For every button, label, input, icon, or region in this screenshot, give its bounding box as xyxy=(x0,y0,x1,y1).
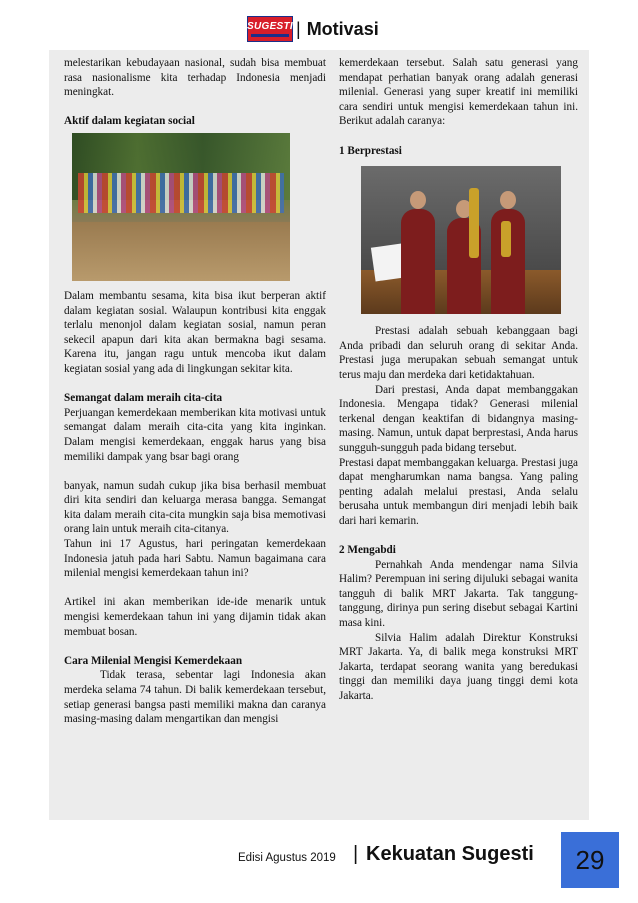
right-intro: kemerdekaan tersebut. Salah satu generasi yang mendapat perhatian banyak orang adalah generasi milenial. Generasi yang super kreatif ini memiliki cara sendiri untuk mengisi kemerdekaan tahun ini. Berikut adalah caranya: xyxy=(339,57,578,128)
para-cara: Tidak terasa, sebentar lagi Indonesia akan merdeka selama 74 tahun. Di balik kemerdekaan tersebut, setiap generasi bangsa pasti memiliki makna dan caranya masing-masing dalam mengartikan dan mengisi xyxy=(64,669,326,726)
page-number: 29 xyxy=(561,832,619,888)
para-banyak: banyak, namun sudah cukup jika bisa berhasil membuat diri kita sendiri dan keluarga merasa bangga. Semangat kita dalam meraih cita-cita mungkin saja bisa memotivasi orang lain untuk meraih cita-citanya. xyxy=(64,479,326,536)
header-separator: | xyxy=(296,19,301,39)
heading-social: Aktif dalam kegiatan social xyxy=(64,115,195,128)
page-header xyxy=(0,0,638,50)
right-column xyxy=(339,56,578,704)
achievement-photo xyxy=(361,166,561,314)
para-social: Dalam membantu sesama, kita bisa ikut berperan aktif dalam kegiatan sosial. Walaupun kontribusi kita enggak terlalu menonjol dalam kegiatan sosial, namun peran sekecil apapun dari kita akan bermakna bagi sesama. Karena itu, jangan ragu untuk mencoba ikut dalam kegiatan sosial yang ada di lingkungan sekitar kita. xyxy=(64,289,326,375)
para-semangat: Perjuangan kemerdekaan memberikan kita motivasi untuk semangat dalam meraih cita-cita yang kita inginkan. Dalam mengisi kemerdekaan, enggak harus yang bisa memiliki dampak yang bsar bagi orang xyxy=(64,406,326,463)
footer-edition: Edisi Agustus 2019 xyxy=(238,852,336,864)
para-prestasi-1: Prestasi adalah sebuah kebanggaan bagi Anda pribadi dan seluruh orang di sekitar Anda. Prestasi juga merupakan sebuah semangat untuk terus maju dan merdeka dari ketidaktahuan. xyxy=(339,325,578,381)
para-tahun: Tahun ini 17 Agustus, hari peringatan kemerdekaan Indonesia jatuh pada hari Sabtu. Namun bagaimana cara milenial mengisi kemerdekaan tahun ini? xyxy=(64,538,326,580)
logo-text: SUGESTI xyxy=(247,20,293,32)
left-intro: melestarikan kebudayaan nasional, sudah bisa membuat rasa nasionalisme kita terhadap Indonesia menjadi meningkat. xyxy=(64,57,326,99)
heading-mengabdi: 2 Mengabdi xyxy=(339,544,396,557)
para-artikel: Artikel ini akan memberikan ide-ide menarik untuk mengisi kemerdekaan tahun ini yang dijamin tidak akan membuat bosan. xyxy=(64,596,326,638)
magazine-logo xyxy=(247,16,293,42)
logo-stripe xyxy=(251,34,289,37)
heading-semangat: Semangat dalam meraih cita-cita xyxy=(64,392,223,405)
heading-cara: Cara Milenial Mengisi Kemerdekaan xyxy=(64,654,243,667)
heading-berprestasi: 1 Berprestasi xyxy=(339,144,402,157)
footer-separator: | xyxy=(353,843,359,865)
left-column xyxy=(64,56,326,727)
para-mengabdi-2: Silvia Halim adalah Direktur Konstruksi MRT Jakarta. Ya, di balik mega konstruksi MRT Jakarta, terdapat seorang wanita yang beredukasi tinggi dan memiliki daya juang tinggi demi kota Jakarta. xyxy=(339,631,578,702)
section-name: Motivasi xyxy=(306,19,379,39)
footer-magazine-title: Kekuatan Sugesti xyxy=(366,843,534,865)
para-mengabdi-1: Pernahkah Anda mendengar nama Silvia Halim? Perempuan ini sering dijuluki sebagai wanita tangguh di balik MRT Jakarta. Tak tanggung-tanggung, dirinya pun sering disebut sebagai Kartini masa kini. xyxy=(339,558,578,630)
para-prestasi-2: Dari prestasi, Anda dapat membanggakan Indonesia. Mengapa tidak? Generasi milenial terkenal dengan keaktifan di bidangnya masing-masing. Namun, untuk dapat berprestasi, Anda harus sungguh-sungguh pada bidang tersebut. xyxy=(339,383,578,454)
social-activity-photo xyxy=(72,133,290,281)
section-title xyxy=(296,17,379,41)
para-prestasi-3: Prestasi dapat membanggakan keluarga. Prestasi juga dapat mengharumkan nama bangsa. Yang paling penting adalah melalui prestasi, Anda selalu berusaha untuk membangun diri menjadi lebih baik dari hari kemarin. xyxy=(339,456,579,527)
